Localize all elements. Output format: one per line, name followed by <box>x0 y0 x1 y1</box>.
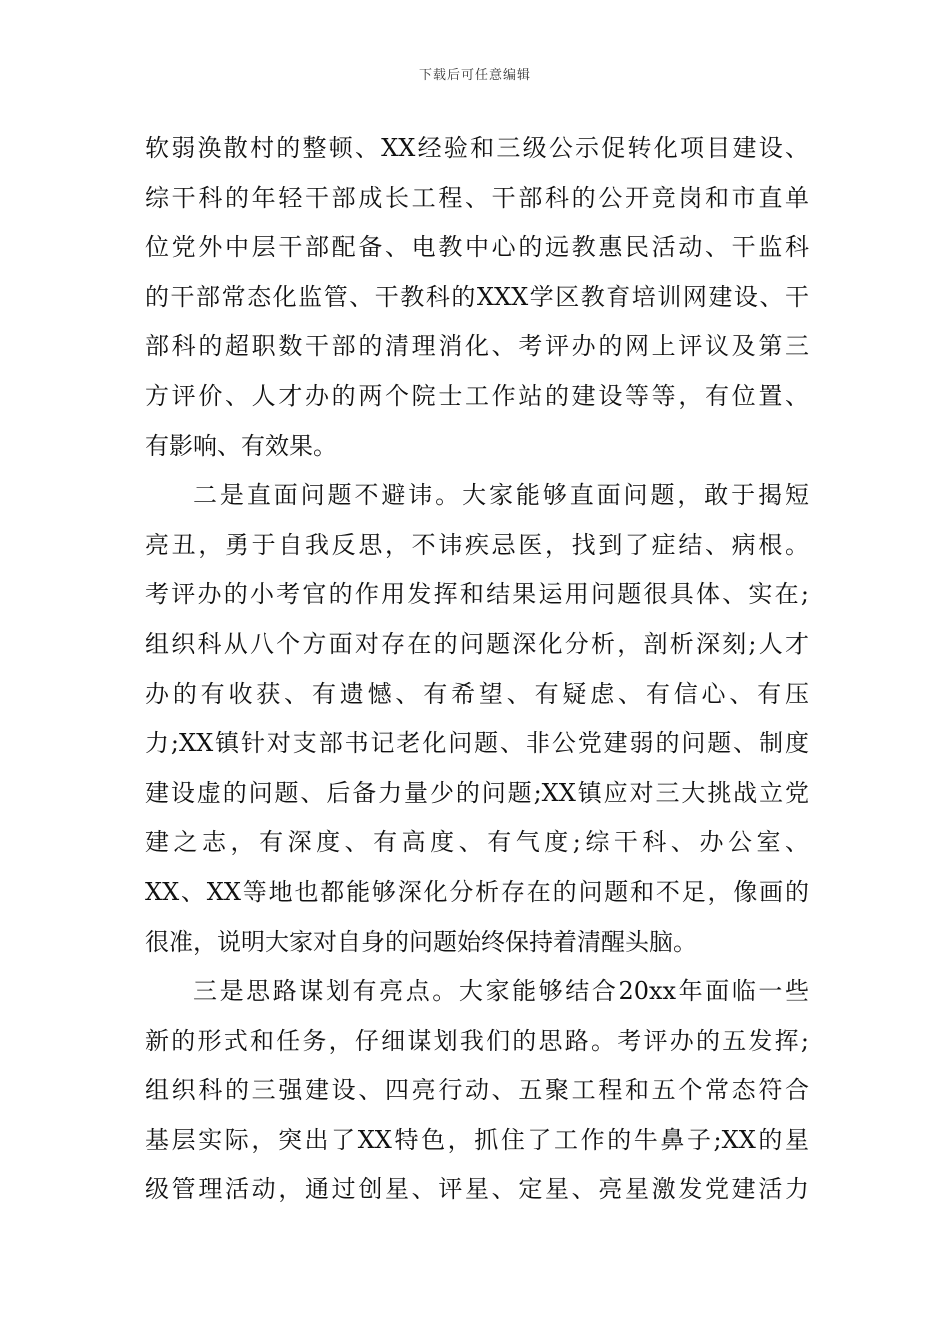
text-line: 方评价、人才办的两个院士工作站的建设等等，有位置、 <box>145 381 809 410</box>
text-line: 办的有收获、有遗憾、有希望、有疑虑、有信心、有压 <box>145 679 809 708</box>
text-line: 建之志，有深度、有高度、有气度;综干科、办公室、 <box>145 828 809 857</box>
text-line: 综干科的年轻干部成长工程、干部科的公开竞岗和市直单 <box>145 183 809 212</box>
text-line: 组织科的三强建设、四亮行动、五聚工程和五个常态符合 <box>145 1076 809 1105</box>
text-line: 软弱涣散村的整顿、XX经验和三级公示促转化项目建设、 <box>145 134 809 162</box>
text-line: 基层实际，突出了XX特色，抓住了工作的牛鼻子;XX的星 <box>145 1125 809 1154</box>
text-line: 有影响、有效果。 <box>145 431 337 460</box>
text-line: 部科的超职数干部的清理消化、考评办的网上评议及第三 <box>145 332 809 361</box>
text-line: 建设虚的问题、后备力量少的问题;XX镇应对三大挑战立党 <box>145 778 809 807</box>
text-line: 亮丑，勇于自我反思，不讳疾忌医，找到了症结、病根。 <box>145 530 809 559</box>
text-line: 组织科从八个方面对存在的问题深化分析，剖析深刻;人才 <box>145 629 809 658</box>
paragraph-first-line: 三是思路谋划有亮点。大家能够结合20xx年面临一些 <box>193 977 809 1006</box>
text-line: 的干部常态化监管、干教科的XXX学区教育培训网建设、干 <box>145 282 809 311</box>
text-line: 很准，说明大家对自身的问题始终保持着清醒头脑。 <box>145 927 697 956</box>
paragraph-first-line: 二是直面问题不避讳。大家能够直面问题，敢于揭短 <box>193 481 809 510</box>
text-line: 位党外中层干部配备、电教中心的远教惠民活动、干监科 <box>145 233 809 262</box>
text-line: XX、XX等地也都能够深化分析存在的问题和不足，像画的 <box>145 877 809 906</box>
text-line: 力;XX镇针对支部书记老化问题、非公党建弱的问题、制度 <box>145 729 809 758</box>
document-body <box>145 124 809 1215</box>
text-line: 级管理活动，通过创星、评星、定星、亮星激发党建活力 <box>145 1175 809 1204</box>
text-line: 考评办的小考官的作用发挥和结果运用问题很具体、实在; <box>145 580 809 609</box>
text-line: 新的形式和任务，仔细谋划我们的思路。考评办的五发挥; <box>145 1026 809 1055</box>
page-header: 下载后可任意编辑 <box>418 68 531 83</box>
